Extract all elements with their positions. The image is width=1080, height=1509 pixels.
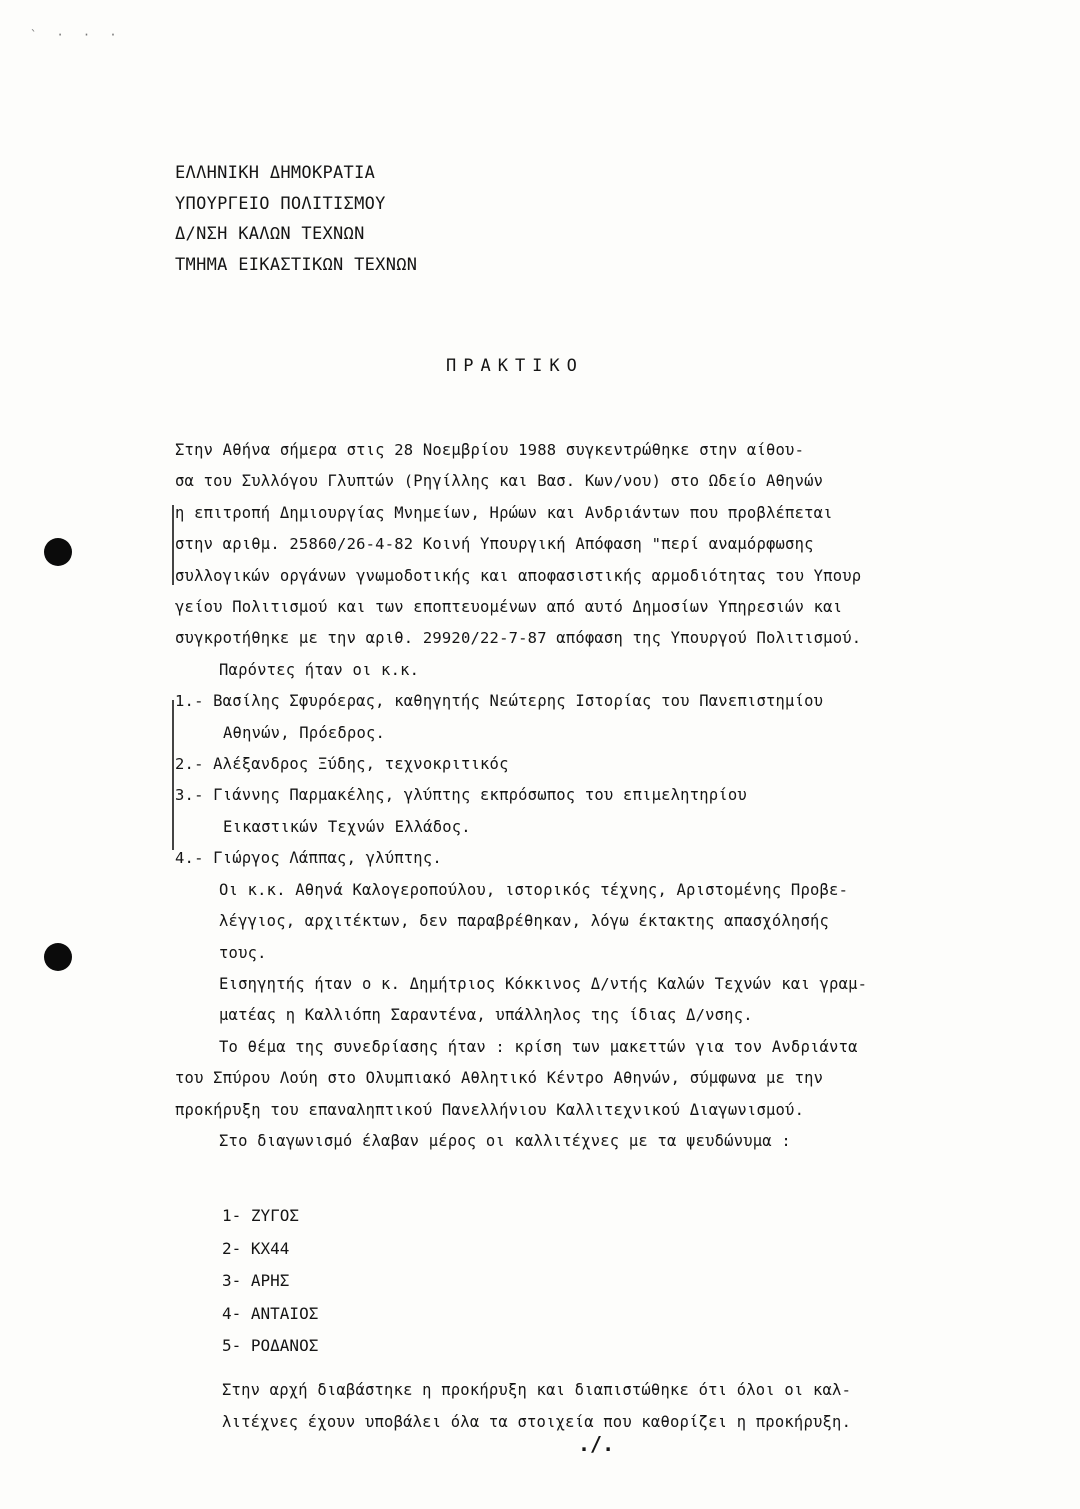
closing-paragraph — [222, 1375, 851, 1438]
body-line: η επιτροπή Δημιουργίας Μνημείων, Ηρώων και Ανδριάντων που προβλέπεται — [175, 503, 833, 522]
document-body — [175, 435, 1025, 1157]
pseudonym-item: 3- ΑΡΗΣ — [222, 1271, 290, 1291]
member-item: 1.- Βασίλης Σφυρόερας, καθηγητής Νεώτερης Ιστορίας του Πανεπιστημίου — [175, 692, 824, 711]
member-item: 2.- Αλέξανδρος Ξύδης, τεχνοκριτικός — [175, 755, 509, 774]
subject-line: Το θέμα της συνεδρίασης ήταν : κρίση των μακεττών για τον Ανδριάντα — [219, 1037, 858, 1056]
pseudonym-item: 4- ΑΝΤΑΙΟΣ — [222, 1303, 319, 1323]
body-line: στην αριθμ. 25860/26-4-82 Κοινή Υπουργική Απόφαση "περί αναμόρφωσης — [175, 535, 814, 554]
letterhead-line: ΤΜΗΜΑ ΕΙΚΑΣΤΙΚΩΝ ΤΕΧΝΩΝ — [175, 254, 418, 275]
rapporteur-line: Εισηγητής ήταν ο κ. Δημήτριος Κόκκινος Δ/ντής Καλών Τεχνών και γραμ- — [219, 974, 868, 993]
member-item-cont: Αθηνών, Πρόεδρος. — [223, 723, 386, 742]
body-line: Στην Αθήνα σήμερα στις 28 Νοεμβρίου 1988 συγκεντρώθηκε στην αίθου- — [175, 441, 805, 459]
body-line: συγκροτήθηκε με την αριθ. 29920/22-7-87 απόφαση της Υπουργού Πολιτισμού. — [175, 629, 862, 648]
present-intro: Παρόντες ήταν οι κ.κ. — [219, 660, 420, 679]
absent-line: λέγγιος, αρχιτέκτων, δεν παραβρέθηκαν, λόγω έκτακτης απασχόλησής — [219, 912, 830, 931]
pseudonym-list — [222, 1200, 318, 1363]
closing-line: λιτέχνες έχουν υποβάλει όλα τα στοιχεία που καθορίζει η προκήρυξη. — [222, 1412, 852, 1431]
letterhead-line: ΥΠΟΥΡΓΕΙΟ ΠΟΛΙΤΙΣΜΟΥ — [175, 193, 386, 214]
continuation-mark: ./. — [578, 1432, 615, 1456]
body-line: σα του Συλλόγου Γλυπτών (Ρηγίλλης και Βασ. Κων/νου) στο Ωδείο Αθηνών — [175, 472, 824, 491]
body-line: συλλογικών οργάνων γνωμοδοτικής και αποφασιστικής αρμοδιότητας του Υπουρ — [175, 566, 862, 585]
pseudonym-item: 2- ΚΧ44 — [222, 1238, 290, 1258]
subject-line: του Σπύρου Λούη στο Ολυμπιακό Αθλητικό Κέντρο Αθηνών, σύμφωνα με την — [175, 1069, 824, 1088]
letterhead-line: Δ/ΝΣΗ ΚΑΛΩΝ ΤΕΧΝΩΝ — [175, 224, 365, 244]
rapporteur-line: ματέας η Καλλιόπη Σαραντένα, υπάλληλος της ίδιας Δ/νσης. — [219, 1006, 753, 1025]
pseudonym-item: 5- ΡΟΔΑΝΟΣ — [222, 1336, 319, 1356]
member-item: 3.- Γιάννης Παρμακέλης, γλύπτης εκπρόσωπος του επιμελητηρίου — [175, 786, 747, 805]
letterhead-line: ΕΛΛΗΝΙΚΗ ΔΗΜΟΚΡΑΤΙΑ — [175, 163, 376, 183]
letterhead — [175, 158, 417, 280]
absent-line: τους. — [219, 943, 267, 962]
margin-mark — [172, 700, 174, 850]
body-line: γείου Πολιτισμού και των εποπτευομένων από αυτό Δημοσίων Υπηρεσιών και — [175, 598, 843, 617]
punch-hole-bottom — [44, 943, 72, 971]
member-item-cont: Εικαστικών Τεχνών Ελλάδος. — [223, 817, 471, 836]
pseudonym-item: 1- ΖΥΓΟΣ — [222, 1206, 300, 1225]
member-item: 4.- Γιώργος Λάππας, γλύπτης. — [175, 849, 442, 868]
subject-line: προκήρυξη του επαναληπτικού Πανελλήνιου Καλλιτεχνικού Διαγωνισμού. — [175, 1100, 805, 1119]
document-title: ΠΡΑΚΤΙΚΟ — [446, 356, 584, 376]
closing-line: Στην αρχή διαβάστηκε η προκήρυξη και διαπιστώθηκε ότι όλοι οι καλ- — [222, 1381, 852, 1399]
participants-intro: Στο διαγωνισμό έλαβαν μέρος οι καλλιτέχνες με τα ψευδώνυμα : — [219, 1131, 791, 1150]
punch-hole-top — [44, 538, 72, 566]
scan-specks: ` · · · — [30, 28, 123, 42]
margin-mark — [172, 505, 174, 585]
absent-line: Οι κ.κ. Αθηνά Καλογεροπούλου, ιστορικός τέχνης, Αριστομένης Προβε- — [219, 880, 849, 899]
